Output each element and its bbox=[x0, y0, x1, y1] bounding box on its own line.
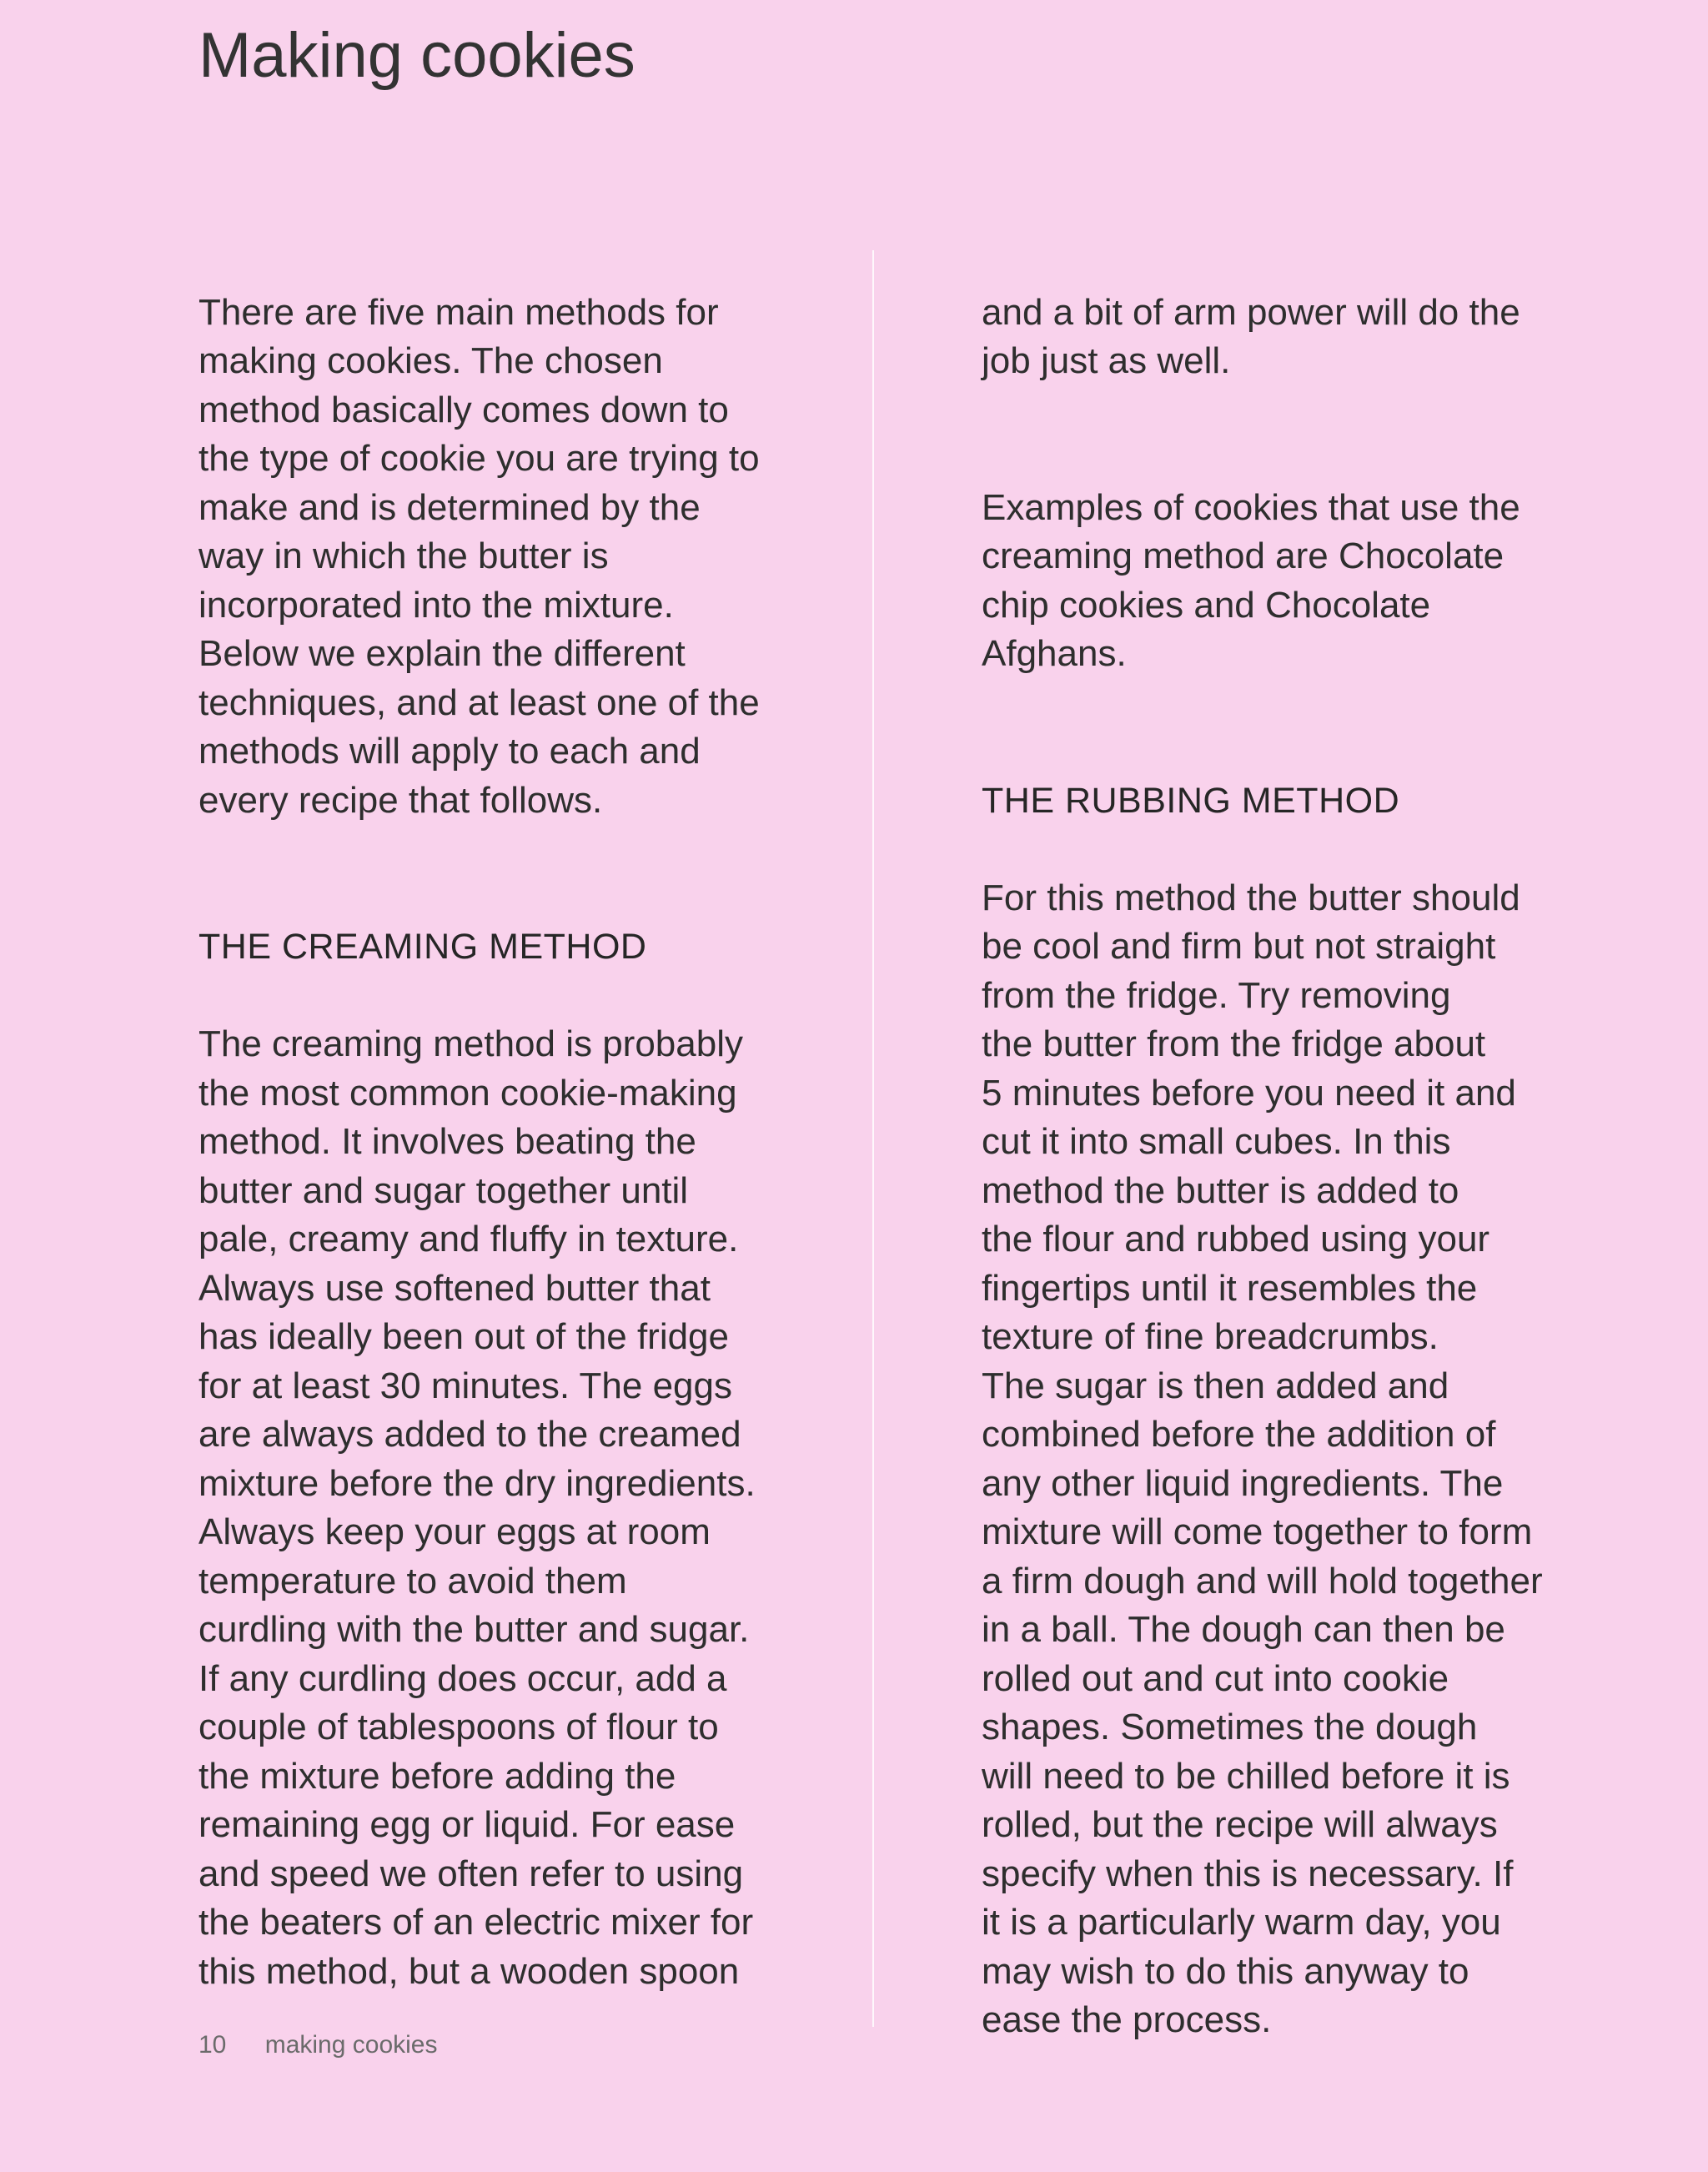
right-column bbox=[982, 239, 1565, 2094]
page-title: Making cookies bbox=[198, 20, 635, 91]
creaming-method-heading: THE CREAMING METHOD bbox=[198, 927, 647, 967]
rubbing-method-heading: THE RUBBING METHOD bbox=[982, 780, 1400, 821]
rubbing-method-paragraph: For this method the butter should be cool and firm but not straight from the fridge. Try removing the butter from the fridge about 5 minutes before you need it and cut it into small cubes. In this method the butter is added to the flour and rubbed using your fingertips until it resembles the texture of fine breadcrumbs. The sugar is then added and combined before the addition of any other liquid ingredients. The mixture will come together to form a firm dough and will hold together in a ball. The dough can then be rolled out and cut into cookie shapes. Sometimes the dough will need to be chilled before it is rolled, but the recipe will always specify when this is necessary. If it is a particularly warm day, you may wish to do this anyway to ease the process. bbox=[982, 877, 1543, 2040]
page-footer bbox=[198, 2029, 437, 2062]
intro-paragraph: There are five main methods for making cookies. The chosen method basically comes down to the type of cookie you are trying to make and is determined by the way in which the butter is incorporated into the mixture. Below we explain the different techniques, and at least one of the methods will apply to each and every recipe that follows. bbox=[198, 291, 760, 821]
page-number: 10 bbox=[198, 2031, 227, 2059]
creaming-continued-paragraph: and a bit of arm power will do the job just as well. bbox=[982, 291, 1520, 381]
footer-section-label: making cookies bbox=[264, 2031, 438, 2059]
creaming-method-paragraph: The creaming method is probably the most common cookie-making method. It involves beating the butter and sugar together until pale, creamy and fluffy in texture. Always use softened butter that has ideally been out of the fridge for at least 30 minutes. The eggs are always added to the creamed mixture before the dry ingredients. Always keep your eggs at room temperature to avoid them curdling with the butter and sugar. If any curdling does occur, add a couple of tablespoons of flour to the mixture before adding the remaining egg or liquid. For ease and speed we often refer to using the beaters of an electric mixer for this method, but a wooden spoon bbox=[198, 1023, 756, 1992]
column-divider bbox=[872, 250, 874, 2027]
creaming-examples-paragraph: Examples of cookies that use the creaming method are Chocolate chip cookies and Chocolate Afghans. bbox=[982, 486, 1520, 674]
left-column bbox=[198, 239, 799, 2045]
